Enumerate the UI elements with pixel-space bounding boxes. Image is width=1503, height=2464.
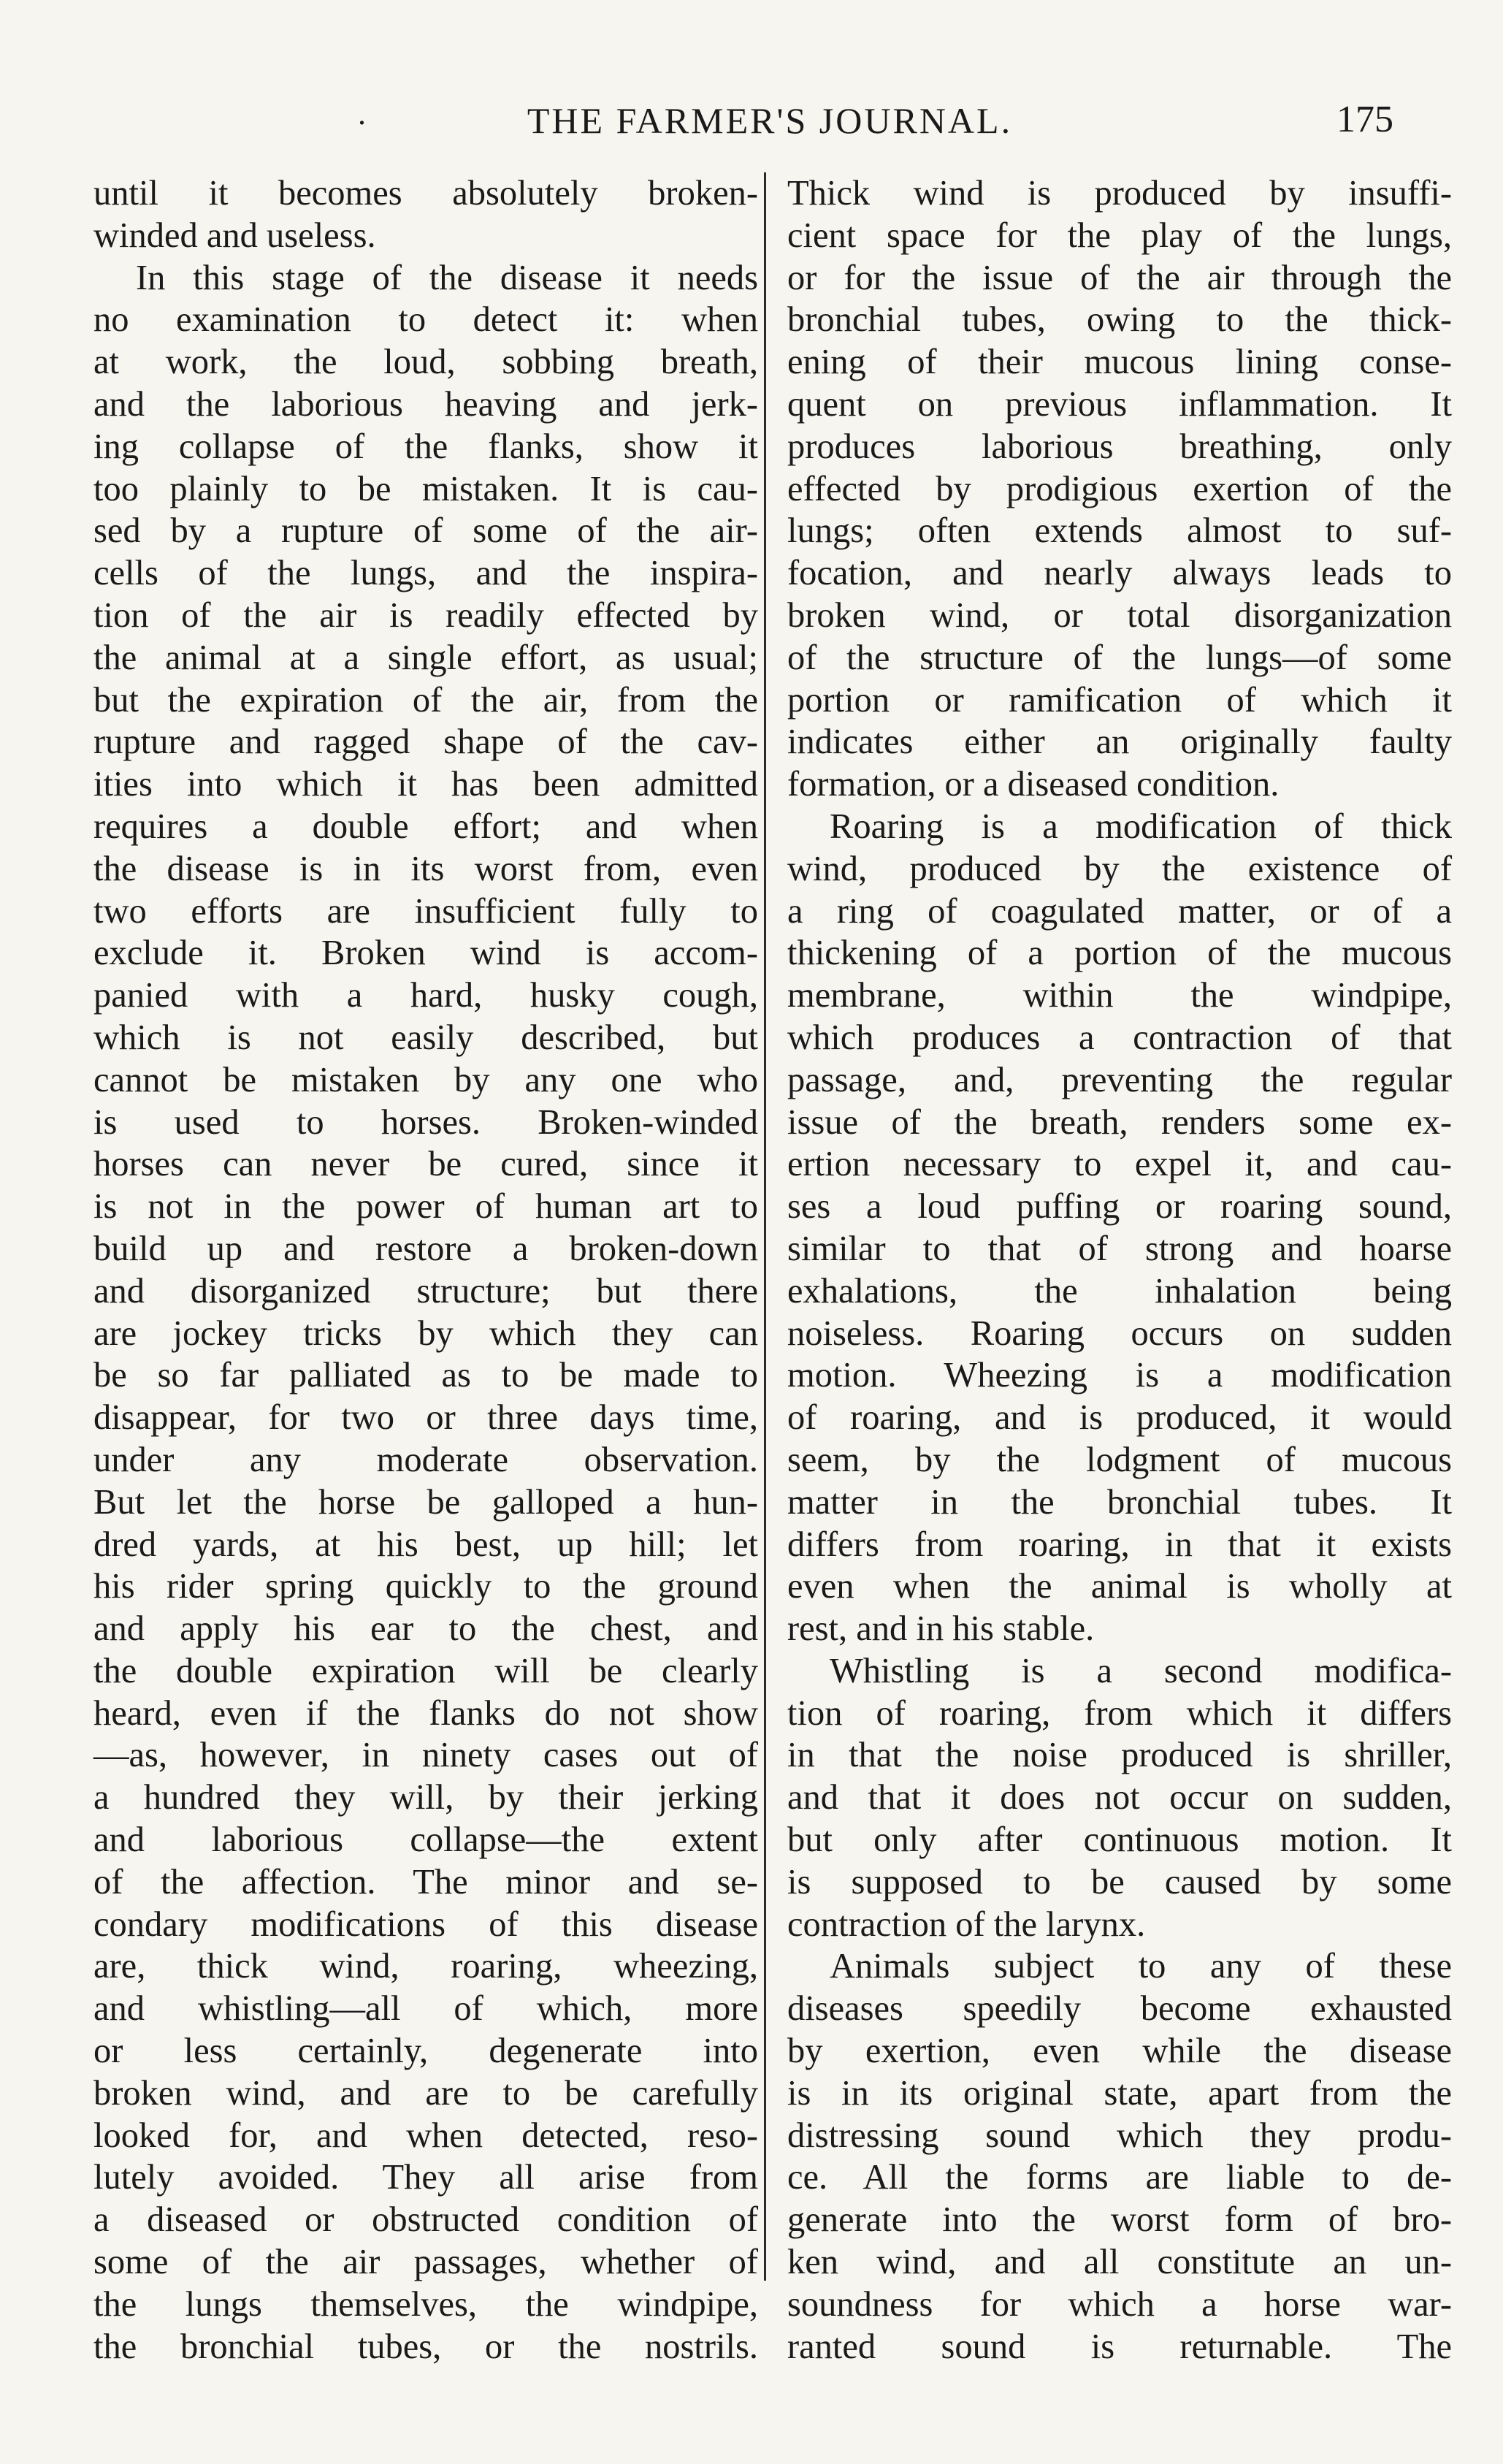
page-header	[88, 95, 1452, 153]
text-line: which produces a contraction of that	[787, 1018, 1452, 1057]
text-line: are, thick wind, roaring, wheezing,	[93, 1947, 758, 1986]
text-line: or less certainly, degenerate into	[93, 2032, 758, 2071]
text-line: is used to horses. Broken-winded	[93, 1102, 758, 1142]
paragraph-start-line: Roaring is a modification of thick	[830, 806, 1452, 846]
text-line: thickening of a portion of the mucous	[787, 934, 1452, 973]
paragraph-start-line: In this stage of the disease it needs	[136, 258, 758, 297]
text-line: by exertion, even while the disease	[787, 2032, 1452, 2071]
text-line: —as, however, in ninety cases out of	[93, 1736, 758, 1775]
text-line: no examination to detect it: when	[93, 300, 758, 340]
text-line: lutely avoided. They all arise from	[93, 2158, 758, 2197]
text-line: two efforts are insufficient fully to	[93, 891, 758, 931]
text-line: quent on previous inflammation. It	[787, 384, 1452, 424]
text-line: heard, even if the flanks do not show	[93, 1693, 758, 1733]
text-line: the animal at a single effort, as usual;	[93, 638, 758, 677]
text-line: ce. All the forms are liable to de-	[787, 2158, 1452, 2197]
text-line: wind, produced by the existence of	[787, 849, 1452, 888]
text-line: ken wind, and all constitute an un-	[787, 2243, 1452, 2282]
text-line: of roaring, and is produced, it would	[787, 1398, 1452, 1438]
text-line: rest, and in his stable.	[787, 1609, 1095, 1649]
text-line: and apply his ear to the chest, and	[93, 1609, 758, 1649]
text-line: contraction of the larynx.	[787, 1904, 1146, 1944]
text-line: until it becomes absolutely broken-	[93, 174, 758, 213]
text-line: focation, and nearly always leads to	[787, 554, 1452, 593]
text-line: motion. Wheezing is a modification	[787, 1356, 1452, 1395]
text-line: sed by a rupture of some of the air-	[93, 511, 758, 551]
text-line: ranted sound is returnable. The	[787, 2327, 1452, 2366]
text-line: at work, the loud, sobbing breath,	[93, 343, 758, 382]
paragraph-start-line: Whistling is a second modifica-	[830, 1651, 1452, 1690]
text-line: horses can never be cured, since it	[93, 1145, 758, 1184]
text-line: portion or ramification of which it	[787, 680, 1452, 720]
text-line: differs from roaring, in that it exists	[787, 1525, 1452, 1564]
text-line: rupture and ragged shape of the cav-	[93, 722, 758, 762]
text-line: distressing sound which they produ-	[787, 2116, 1452, 2155]
text-line: looked for, and when detected, reso-	[93, 2116, 758, 2155]
text-line: cannot be mistaken by any one who	[93, 1060, 758, 1099]
text-line: indicates either an originally faulty	[787, 722, 1452, 762]
text-line: broken wind, and are to be carefully	[93, 2073, 758, 2113]
text-line: and that it does not occur on sudden,	[787, 1778, 1452, 1818]
text-line: of the affection. The minor and se-	[93, 1862, 758, 1902]
text-line: disappear, for two or three days time,	[93, 1398, 758, 1438]
text-line: under any moderate observation.	[93, 1440, 758, 1479]
text-line: a ring of coagulated matter, or of a	[787, 891, 1452, 931]
text-line: exclude it. Broken wind is accom-	[93, 934, 758, 973]
text-line: a diseased or obstructed condition of	[93, 2200, 758, 2240]
text-line: tion of roaring, from which it differs	[787, 1693, 1452, 1733]
text-line: bronchial tubes, owing to the thick-	[787, 300, 1452, 340]
text-line: ertion necessary to expel it, and cau-	[787, 1145, 1452, 1184]
text-line: build up and restore a broken-down	[93, 1229, 758, 1268]
text-line: seem, by the lodgment of mucous	[787, 1440, 1452, 1479]
text-line: is in its original state, apart from the	[787, 2073, 1452, 2113]
paragraph-start-line: Animals subject to any of these	[830, 1947, 1452, 1986]
text-line: ities into which it has been admitted	[93, 765, 758, 804]
text-line: formation, or a diseased condition.	[787, 765, 1280, 804]
right-column	[787, 172, 1452, 2368]
text-line: but the expiration of the air, from the	[93, 680, 758, 720]
text-line: the bronchial tubes, or the nostrils.	[93, 2327, 758, 2366]
page-number: 175	[1336, 99, 1393, 140]
text-line: a hundred they will, by their jerking	[93, 1778, 758, 1818]
text-line: lungs; often extends almost to suf-	[787, 511, 1452, 551]
text-line: But let the horse be galloped a hun-	[93, 1482, 758, 1522]
text-line: produces laborious breathing, only	[787, 427, 1452, 466]
text-line: winded and useless.	[93, 215, 376, 255]
text-line: dred yards, at his best, up hill; let	[93, 1525, 758, 1564]
text-line: too plainly to be mistaken. It is cau-	[93, 469, 758, 508]
text-line: matter in the bronchial tubes. It	[787, 1482, 1452, 1522]
text-line: the double expiration will be clearly	[93, 1651, 758, 1690]
text-line: passage, and, preventing the regular	[787, 1060, 1452, 1099]
text-line: the disease is in its worst from, even	[93, 849, 758, 888]
text-line: exhalations, the inhalation being	[787, 1271, 1452, 1311]
text-line: some of the air passages, whether of	[93, 2243, 758, 2282]
text-line: but only after continuous motion. It	[787, 1820, 1452, 1860]
text-line: cells of the lungs, and the inspira-	[93, 554, 758, 593]
text-line: generate into the worst form of bro-	[787, 2200, 1452, 2240]
text-line: issue of the breath, renders some ex-	[787, 1102, 1452, 1142]
text-line: ing collapse of the flanks, show it	[93, 427, 758, 466]
text-line: soundness for which a horse war-	[787, 2284, 1452, 2324]
text-line: condary modifications of this disease	[93, 1904, 758, 1944]
text-line: is not in the power of human art to	[93, 1187, 758, 1227]
text-line: even when the animal is wholly at	[787, 1567, 1452, 1606]
left-column	[93, 172, 758, 2368]
text-line: Thick wind is produced by insuffi-	[787, 174, 1452, 213]
text-line: ening of their mucous lining conse-	[787, 343, 1452, 382]
text-line: requires a double effort; and when	[93, 806, 758, 846]
text-line: is supposed to be caused by some	[787, 1862, 1452, 1902]
header-dot: .	[358, 96, 366, 131]
text-line: noiseless. Roaring occurs on sudden	[787, 1313, 1452, 1353]
text-line: and whistling—all of which, more	[93, 1989, 758, 2029]
text-line: diseases speedily become exhausted	[787, 1989, 1452, 2029]
text-line: and laborious collapse—the extent	[93, 1820, 758, 1860]
text-line: cient space for the play of the lungs,	[787, 215, 1452, 255]
text-line: membrane, within the windpipe,	[787, 976, 1452, 1015]
text-line: and disorganized structure; but there	[93, 1271, 758, 1311]
text-line: ses a loud puffing or roaring sound,	[787, 1187, 1452, 1227]
text-line: are jockey tricks by which they can	[93, 1313, 758, 1353]
text-line: similar to that of strong and hoarse	[787, 1229, 1452, 1268]
text-line: be so far palliated as to be made to	[93, 1356, 758, 1395]
text-line: which is not easily described, but	[93, 1018, 758, 1057]
text-line: panied with a hard, husky cough,	[93, 976, 758, 1015]
text-line: the lungs themselves, the windpipe,	[93, 2284, 758, 2324]
text-line: of the structure of the lungs—of some	[787, 638, 1452, 677]
running-title: THE FARMER'S JOURNAL.	[527, 100, 1013, 141]
text-line: in that the noise produced is shriller,	[787, 1736, 1452, 1775]
text-line: and the laborious heaving and jerk-	[93, 384, 758, 424]
text-line: broken wind, or total disorganization	[787, 595, 1452, 635]
text-line: tion of the air is readily effected by	[93, 595, 758, 635]
text-line: or for the issue of the air through the	[787, 258, 1452, 297]
text-line: effected by prodigious exertion of the	[787, 469, 1452, 508]
text-line: his rider spring quickly to the ground	[93, 1567, 758, 1606]
column-divider	[764, 172, 766, 2281]
